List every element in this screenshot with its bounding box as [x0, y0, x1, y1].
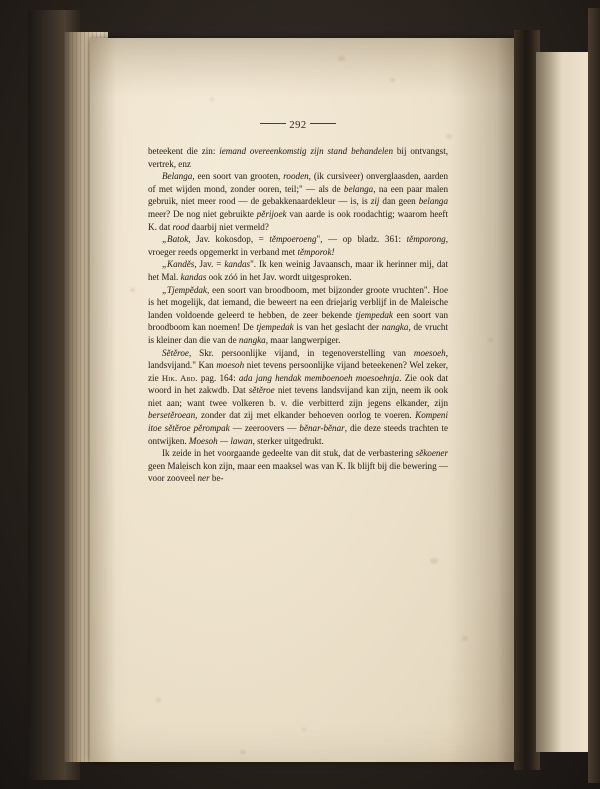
text-run: bij ontvangst, vertrek, enz: [148, 146, 448, 169]
italic-run: belanga: [343, 183, 374, 194]
italic-run: nangka: [238, 334, 266, 345]
italic-run: belanga: [418, 196, 449, 207]
text-run: . Zie ook dat woord in het zakwdb. Dat: [148, 372, 448, 396]
text-run: daarbij niet vermeld?: [189, 221, 269, 232]
italic-run: sěkoener: [415, 448, 448, 459]
text-run: , Jav. =: [194, 259, 225, 270]
text-run: Ik zeide in het voorgaande gedeelte van dit stuk, dat de verbastering: [162, 448, 416, 459]
text-run: , een soort van grooten,: [192, 171, 284, 182]
text-run: , de vrucht is kleiner dan die van de: [148, 322, 448, 345]
page-gutter-shading: [448, 38, 518, 762]
open-book: [28, 8, 576, 783]
italic-run: moesoh: [216, 360, 245, 371]
italic-run: tjempedak: [355, 309, 393, 320]
text-run: , (ik cursiveer) onverglaasden, aarden of met wijden mond, zonder ooren, teil;" — als de: [148, 171, 448, 194]
text-run: , vroeger reeds opgemerkt in verband met: [148, 234, 448, 257]
verso-next-page: [536, 52, 594, 752]
text-run: meer? De nog niet gebruikte: [148, 208, 257, 219]
italic-run: těmporok!: [297, 246, 335, 257]
text-run: , sterker uitgedrukt.: [252, 435, 324, 446]
italic-run: těmporong: [406, 234, 446, 245]
text-run: niet tevens landsvijand kan zijn, neem ik ook niet aan; want twee volkeren b. v. die verbitterd zijn jegens elkander, zijn: [148, 385, 448, 408]
paragraph: [148, 170, 448, 233]
text-run: , een soort van broodboom, met bijzonder groote vruchten". Hoe is het mogelijk, dat iemand, die beweert na een driejarig verblijf in de Maleische landen voldoende geleerd te hebben, de zeer bekende: [148, 284, 448, 320]
italic-run: „Tjempědak: [162, 284, 207, 295]
text-run: van aarde is ook roodachtig; waarom heeft K. dat: [148, 208, 448, 232]
italic-run: tjempedak: [256, 322, 294, 333]
body-text: [148, 145, 448, 485]
page-text-column: [148, 120, 448, 485]
italic-run: zij: [370, 196, 380, 207]
text-run: dan geen: [379, 196, 419, 207]
italic-run: ner: [197, 473, 210, 484]
page-top-shading: [90, 38, 518, 98]
page-folio: [148, 120, 448, 131]
text-run: ", — op bladz. 361:: [316, 234, 407, 245]
folio-rule-right: [310, 123, 336, 124]
text-run: , Jav. kokosdop, =: [188, 234, 270, 245]
text-run: geen Maleisch kon zijn, maar een maaksel was van K. Ik blijft bij die bewering — voor zooveel: [148, 460, 448, 484]
italic-run: kandas: [224, 259, 251, 270]
small-caps-run: Hik. Abd.: [161, 372, 198, 383]
page-number: 292: [289, 120, 307, 131]
text-run: , zonder dat zij met elkander behoeven oorlog te voeren.: [195, 410, 416, 421]
paragraph: [148, 284, 448, 347]
italic-run: sětěroe: [248, 385, 275, 396]
text-run: een soort van broodboom kan noemen! De: [148, 309, 448, 333]
italic-run: moesoeh: [413, 347, 446, 358]
text-run: , landsvijand." Kan: [148, 347, 448, 371]
italic-run: rooden: [283, 171, 309, 182]
paragraph: [148, 347, 448, 448]
text-run: pag. 164:: [197, 372, 239, 383]
italic-run: rood: [172, 221, 190, 232]
italic-run: těmpoeroeng: [269, 234, 317, 245]
italic-run: nangka: [381, 322, 409, 333]
paragraph: [148, 447, 448, 485]
italic-run: Moesoh — lawan: [188, 435, 253, 446]
italic-run: ada jang hendak memboenoeh moesoehnja: [238, 372, 400, 383]
text-run: beteekent die zin:: [148, 146, 220, 156]
text-run: be-: [209, 473, 224, 484]
paragraph: [148, 258, 448, 283]
text-run: is van het geslacht der: [293, 322, 382, 333]
italic-run: Sětěroe: [162, 347, 189, 358]
italic-run: „Batok: [162, 234, 189, 245]
paragraph: [148, 233, 448, 258]
text-run: , die deze steeds trachten te ontwijken.: [148, 423, 448, 446]
italic-run: Belanga: [162, 171, 193, 182]
italic-run: iemand overeenkomstig zijn stand behandelen: [219, 146, 393, 156]
text-run: — zeeroovers —: [229, 423, 300, 434]
text-run: niet tevens persoonlijke vijand beteekenen? Wel zeker, zie: [148, 360, 448, 383]
text-run: , Skr. persoonlijke vijand, in tegenoverstelling van: [188, 347, 414, 358]
italic-run: pěrijoek: [256, 208, 287, 219]
text-run: , maar langwerpiger.: [265, 334, 341, 345]
folio-rule-left: [260, 123, 286, 124]
text-run: ook zóó in het Jav. wordt uitgesproken.: [206, 271, 352, 282]
book-cover-right-edge: [588, 8, 600, 783]
text-run: ". Ik ken weinig Javaansch, maar ik herinner mij, dat het Mal.: [148, 259, 448, 282]
page-left-shading: [90, 38, 116, 762]
italic-run: „Kanděs: [162, 259, 195, 270]
italic-run: kandas: [180, 271, 207, 282]
italic-run: bersetěroean: [148, 410, 196, 421]
italic-run: Kompeni itoe sětěroe pěrompak: [148, 410, 448, 434]
recto-page: [90, 38, 518, 762]
italic-run: běnar-běnar: [299, 423, 345, 434]
paragraph: [148, 145, 448, 170]
text-run: , na een paar malen gebruik, niet meer rood — de gebakkenaardekleur — is, is: [148, 183, 448, 207]
